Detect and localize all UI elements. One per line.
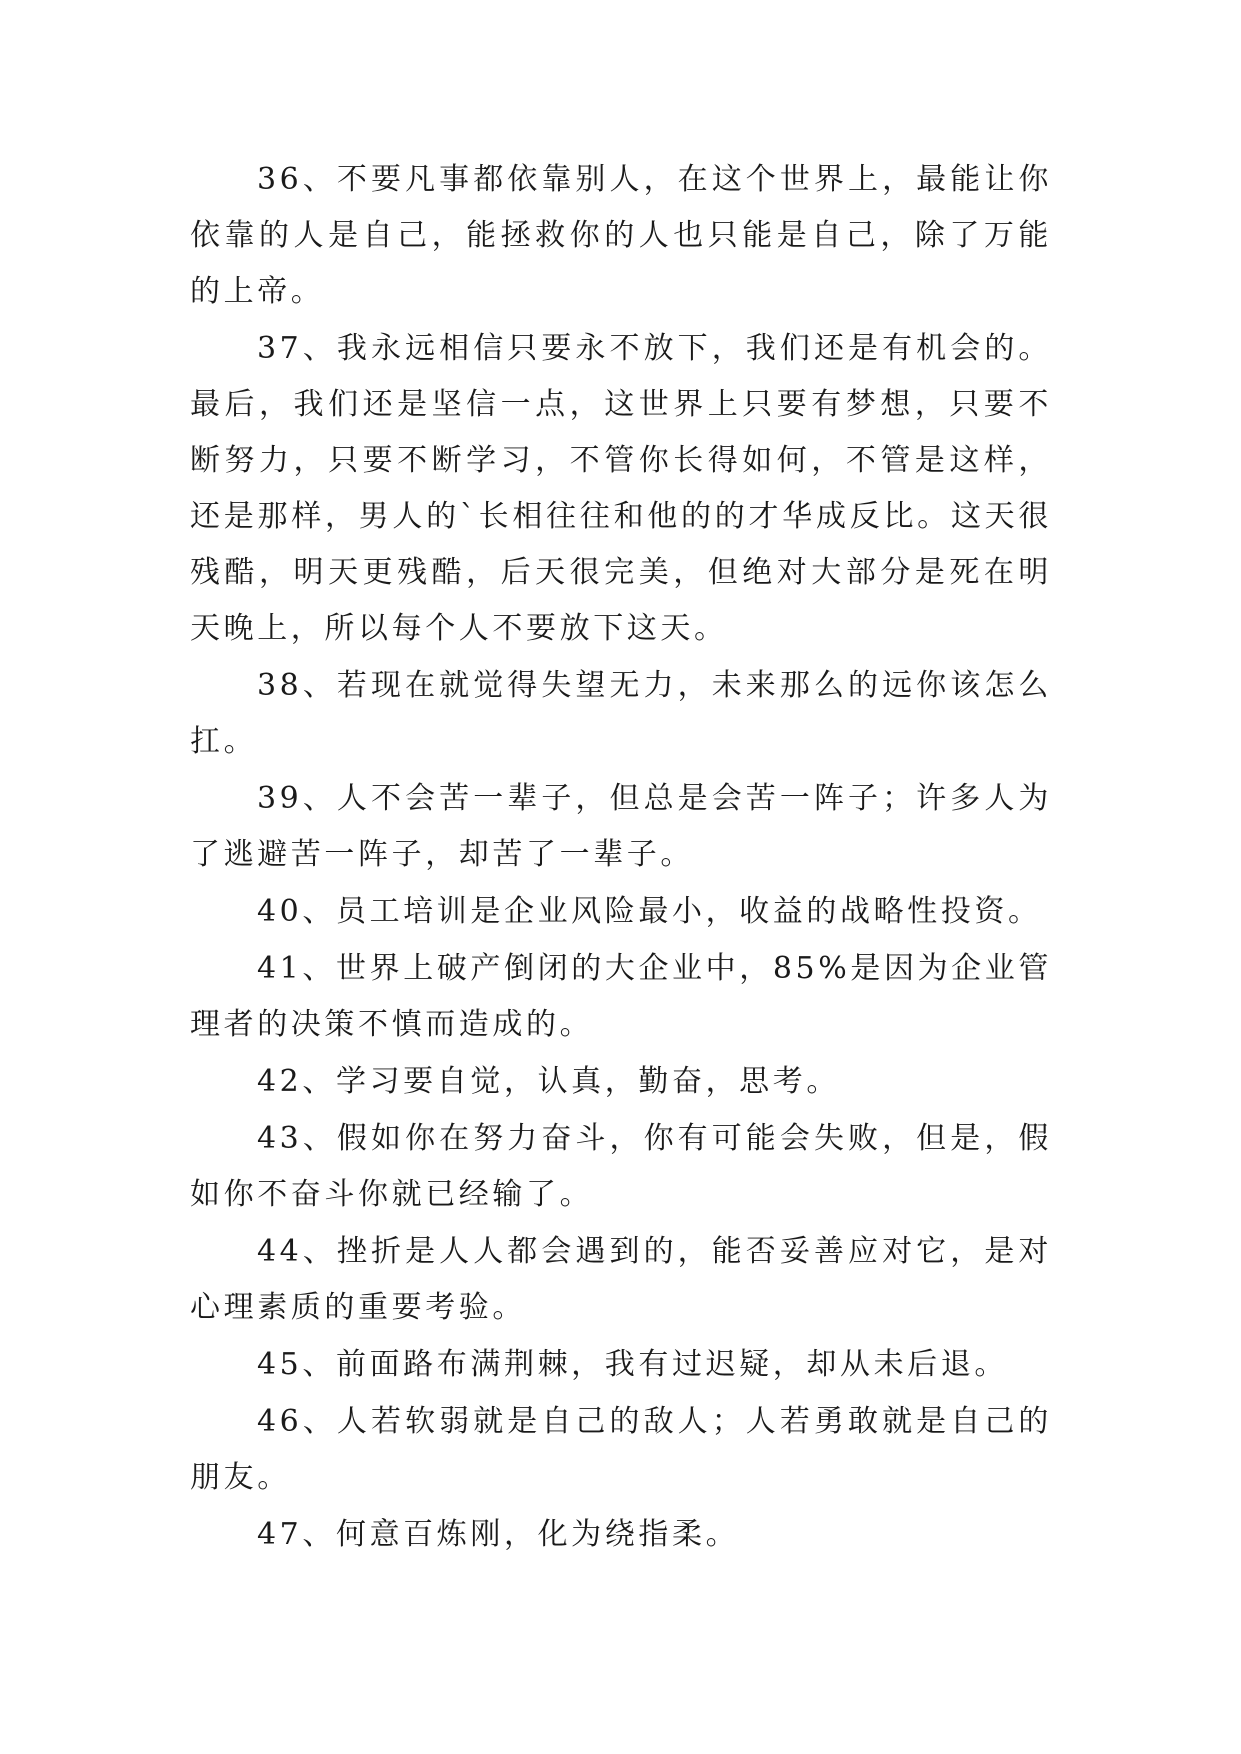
- paragraph-47: 47、何意百炼刚，化为绕指柔。: [257, 1517, 740, 1552]
- paragraph-38: 38、若现在就觉得失望无力，未来那么的远你该怎么扛。: [190, 668, 1052, 759]
- paragraph-42: 42、学习要自觉，认真，勤奋，思考。: [257, 1064, 840, 1099]
- paragraph-41: 41、世界上破产倒闭的大企业中，85%是因为企业管理者的决策不慎而造成的。: [190, 951, 1052, 1042]
- paragraph-45: 45、前面路布满荆棘，我有过迟疑，却从未后退。: [257, 1347, 1008, 1382]
- paragraph-36: 36、不要凡事都依靠别人，在这个世界上，最能让你依靠的人是自己，能拯救你的人也只能是自己，除了万能的上帝。: [190, 162, 1052, 309]
- document-body: [190, 152, 1052, 1564]
- paragraph-37: 37、我永远相信只要永不放下，我们还是有机会的。最后，我们还是坚信一点，这世界上只要有梦想，只要不断努力，只要不断学习，不管你长得如何，不管是这样，还是那样，男人的`长相往往和他的的才华成反比。这天很残酷，明天更残酷，后天很完美，但绝对大部分是死在明天晚上，所以每个人不要放下这天。: [190, 331, 1052, 646]
- paragraph-39: 39、人不会苦一辈子，但总是会苦一阵子；许多人为了逃避苦一阵子，却苦了一辈子。: [190, 781, 1052, 872]
- paragraph-43: 43、假如你在努力奋斗，你有可能会失败，但是，假如你不奋斗你就已经输了。: [190, 1121, 1052, 1212]
- paragraph-40: 40、员工培训是企业风险最小，收益的战略性投资。: [257, 894, 1042, 929]
- paragraph-44: 44、挫折是人人都会遇到的，能否妥善应对它，是对心理素质的重要考验。: [190, 1234, 1052, 1325]
- paragraph-46: 46、人若软弱就是自己的敌人；人若勇敢就是自己的朋友。: [190, 1404, 1052, 1495]
